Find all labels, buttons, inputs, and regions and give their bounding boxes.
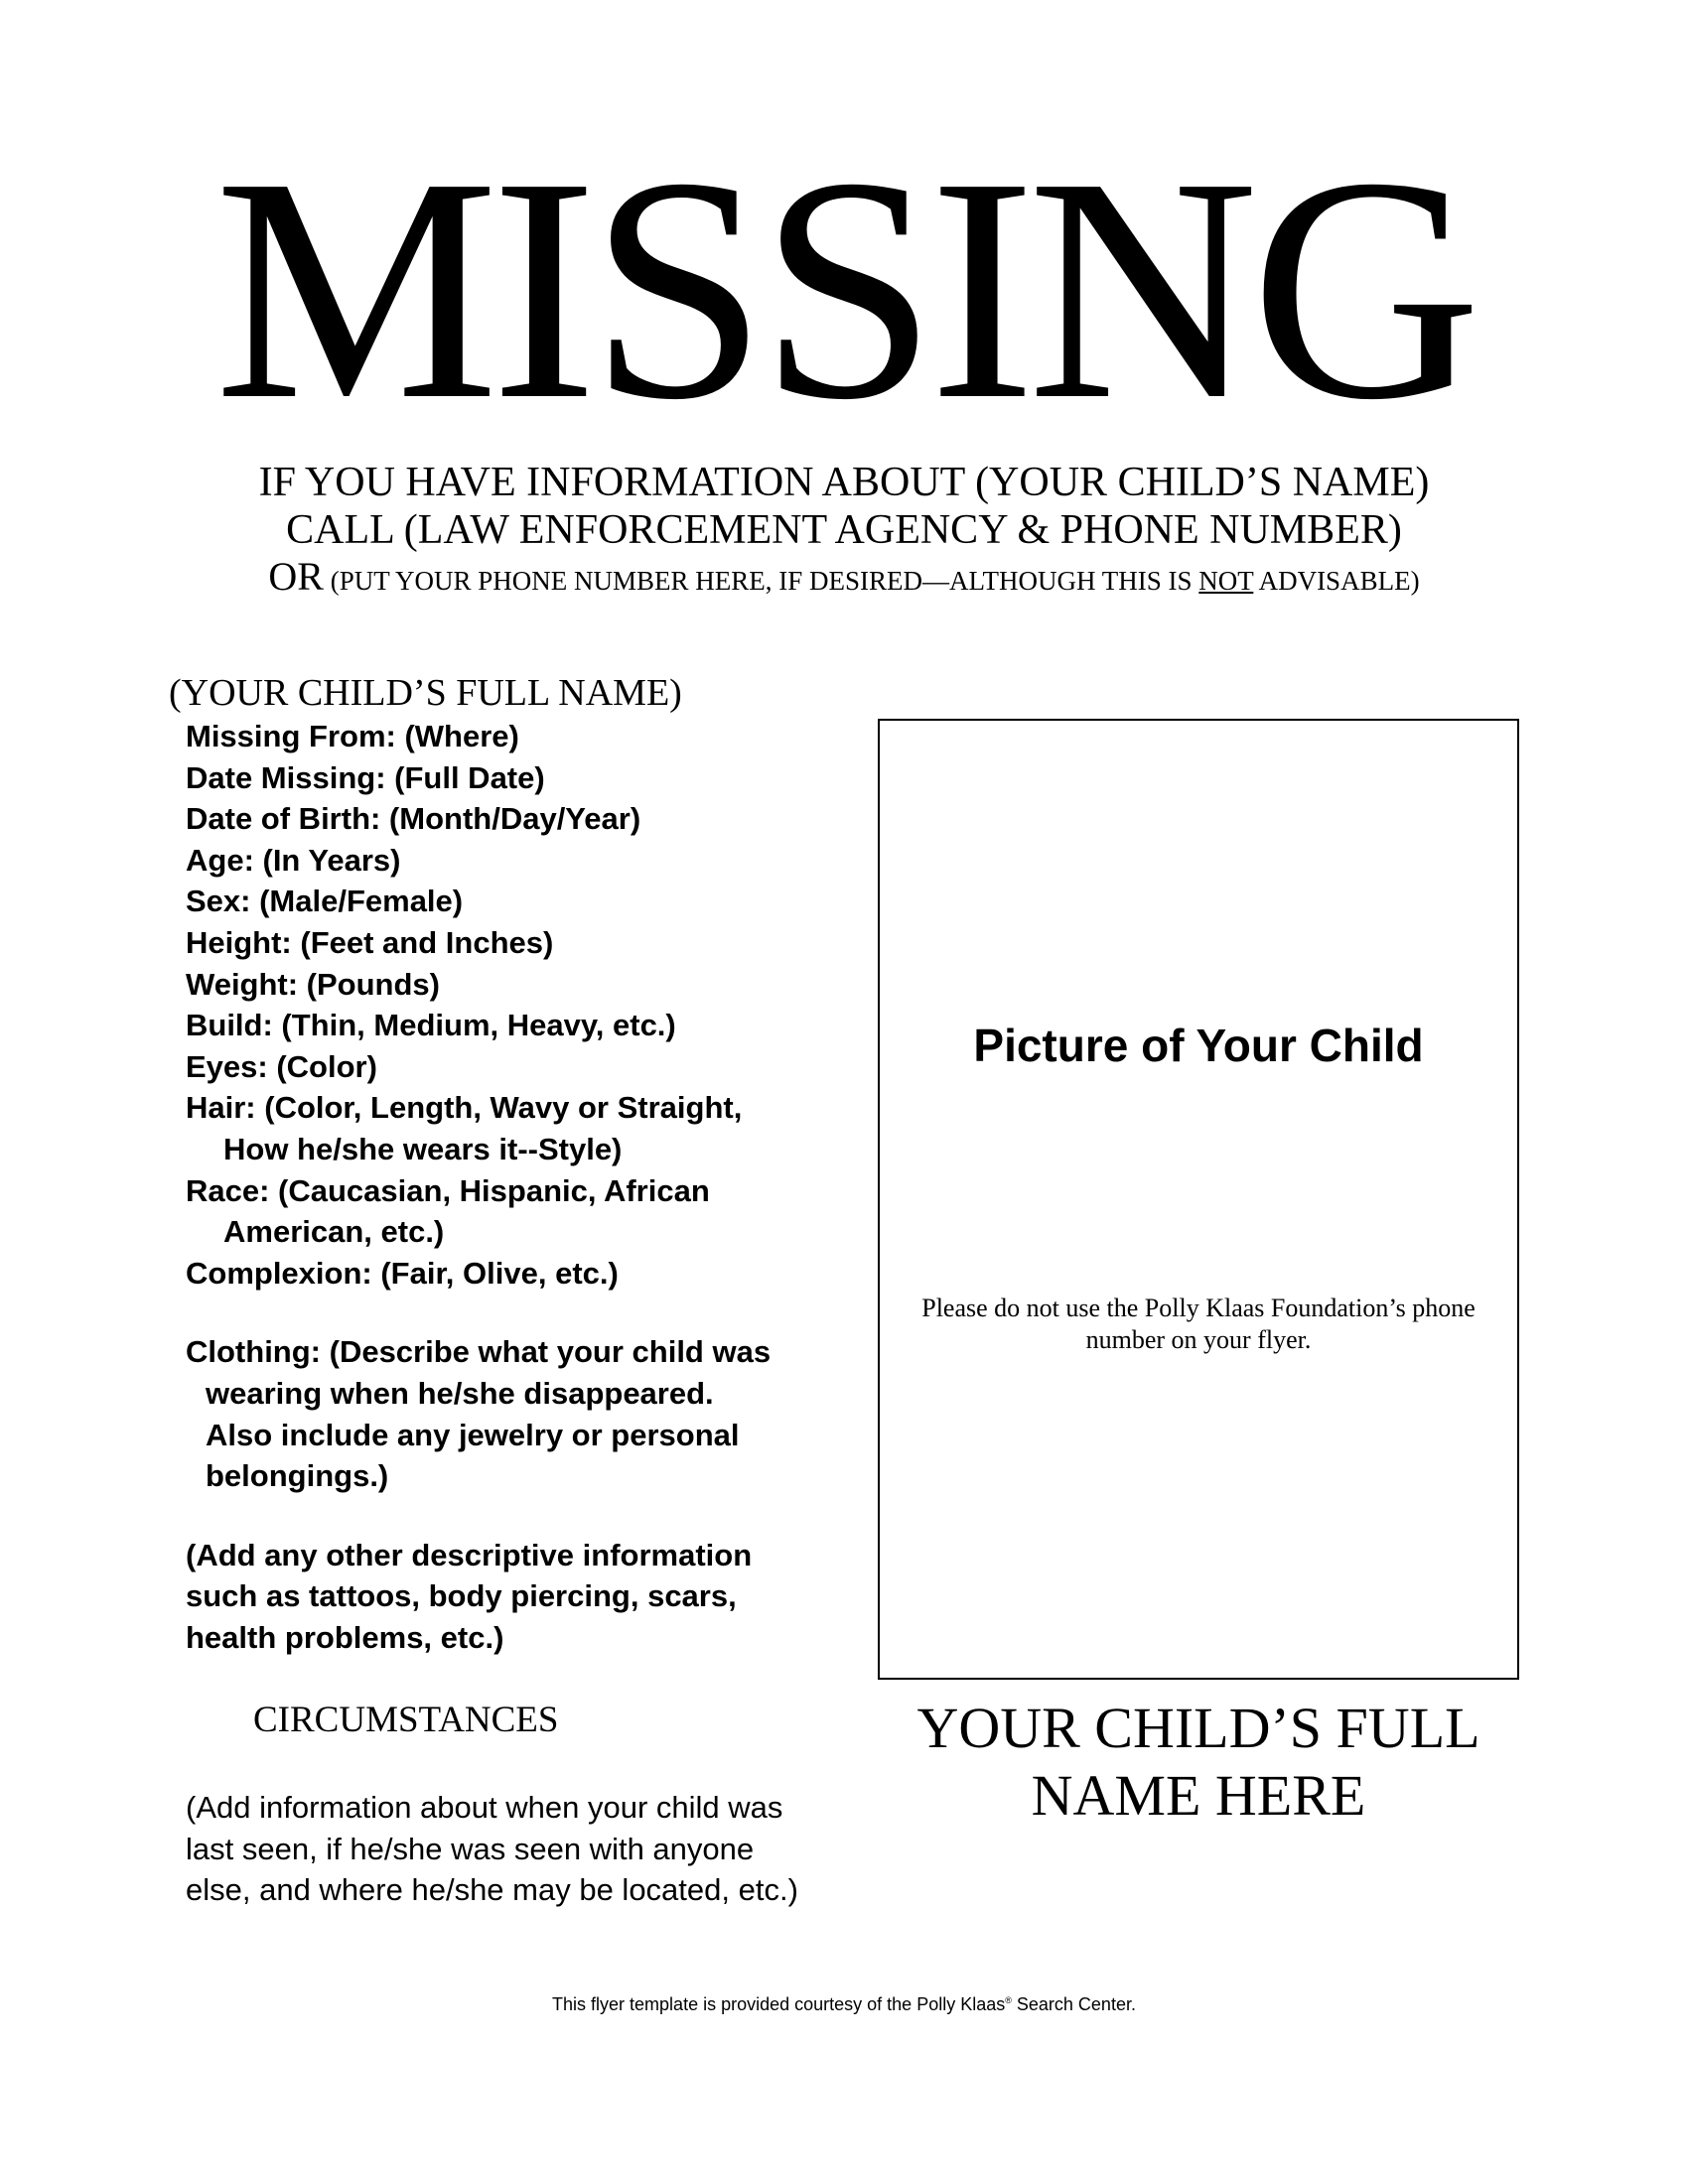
name-caption-line-1: YOUR CHILD’S FULL xyxy=(916,1696,1480,1760)
detail-date-missing: Date Missing: (Full Date) xyxy=(186,759,545,795)
child-name-caption xyxy=(878,1695,1519,1830)
detail-clothing-line-3: Also include any jewelry or personal xyxy=(206,1417,740,1452)
detail-spacer xyxy=(186,1294,861,1331)
detail-date-of-birth: Date of Birth: (Month/Day/Year) xyxy=(186,801,641,837)
detail-other-info: (Add any other descriptive information xyxy=(186,1537,753,1572)
contact-info-block xyxy=(0,459,1688,604)
info-phone-text-after: ADVISABLE) xyxy=(1253,566,1420,596)
detail-height: Height: (Feet and Inches) xyxy=(186,924,554,960)
photo-phone-note xyxy=(900,1293,1497,1356)
photo-placeholder-frame xyxy=(878,719,1519,1680)
circumstances-line-3: else, and where he/she may be located, etc.) xyxy=(186,1872,798,1908)
detail-other-info-line-2: such as tattoos, body piercing, scars, xyxy=(186,1578,737,1614)
circumstances-line-2: last seen, if he/she was seen with anyone xyxy=(186,1831,755,1866)
info-line-phone xyxy=(0,554,1688,604)
info-phone-text-before: (PUT YOUR PHONE NUMBER HERE, IF DESIRED—ALTHOUGH THIS IS xyxy=(324,566,1199,596)
child-details-list xyxy=(186,716,861,1658)
name-caption-line-2: NAME HERE xyxy=(1031,1763,1366,1828)
footer-text: This flyer template is provided courtesy of the Polly Klaas xyxy=(552,1994,1006,2014)
detail-missing-from: Missing From: (Where) xyxy=(186,719,519,753)
detail-age: Age: (In Years) xyxy=(186,842,401,878)
detail-complexion: Complexion: (Fair, Olive, etc.) xyxy=(186,1255,619,1291)
child-full-name-heading: (YOUR CHILD’S FULL NAME) xyxy=(169,672,682,714)
info-line-child-name: IF YOU HAVE INFORMATION ABOUT (YOUR CHILD’S NAME) xyxy=(258,460,1430,505)
info-or-word: OR xyxy=(268,554,324,599)
photo-placeholder-label: Picture of Your Child xyxy=(973,1020,1424,1071)
detail-weight: Weight: (Pounds) xyxy=(186,966,440,1002)
photo-note-line-1: Please do not use the Polly Klaas Foundation’s phone xyxy=(921,1294,1476,1322)
detail-race: Race: (Caucasian, Hispanic, African xyxy=(186,1172,710,1208)
detail-hair: Hair: (Color, Length, Wavy or Straight, xyxy=(186,1090,743,1126)
detail-build: Build: (Thin, Medium, Heavy, etc.) xyxy=(186,1008,676,1043)
circumstances-text xyxy=(186,1787,881,1911)
info-phone-emphasis: NOT xyxy=(1198,566,1254,596)
detail-eyes: Eyes: (Color) xyxy=(186,1048,377,1084)
detail-hair-continued: How he/she wears it--Style) xyxy=(223,1131,623,1166)
photo-note-line-2: number on your flyer. xyxy=(1085,1325,1312,1354)
detail-race-continued: American, etc.) xyxy=(223,1214,445,1250)
detail-other-info-line-3: health problems, etc.) xyxy=(186,1619,504,1655)
missing-headline: MISSING xyxy=(213,111,1474,466)
footer-credit xyxy=(0,1994,1688,2015)
detail-sex: Sex: (Male/Female) xyxy=(186,884,464,919)
registered-mark: ® xyxy=(1005,1995,1012,2005)
detail-clothing-line-4: belongings.) xyxy=(206,1458,389,1494)
detail-spacer xyxy=(186,1497,861,1535)
footer-text-end: Search Center. xyxy=(1011,1994,1136,2014)
circumstances-line-1: (Add information about when your child was xyxy=(186,1790,783,1825)
info-line-law-enforcement: CALL (LAW ENFORCEMENT AGENCY & PHONE NUMBER) xyxy=(286,507,1402,553)
detail-clothing-line-2: wearing when he/she disappeared. xyxy=(206,1375,714,1411)
detail-clothing: Clothing: (Describe what your child was xyxy=(186,1334,772,1370)
circumstances-heading: CIRCUMSTANCES xyxy=(253,1700,559,1740)
